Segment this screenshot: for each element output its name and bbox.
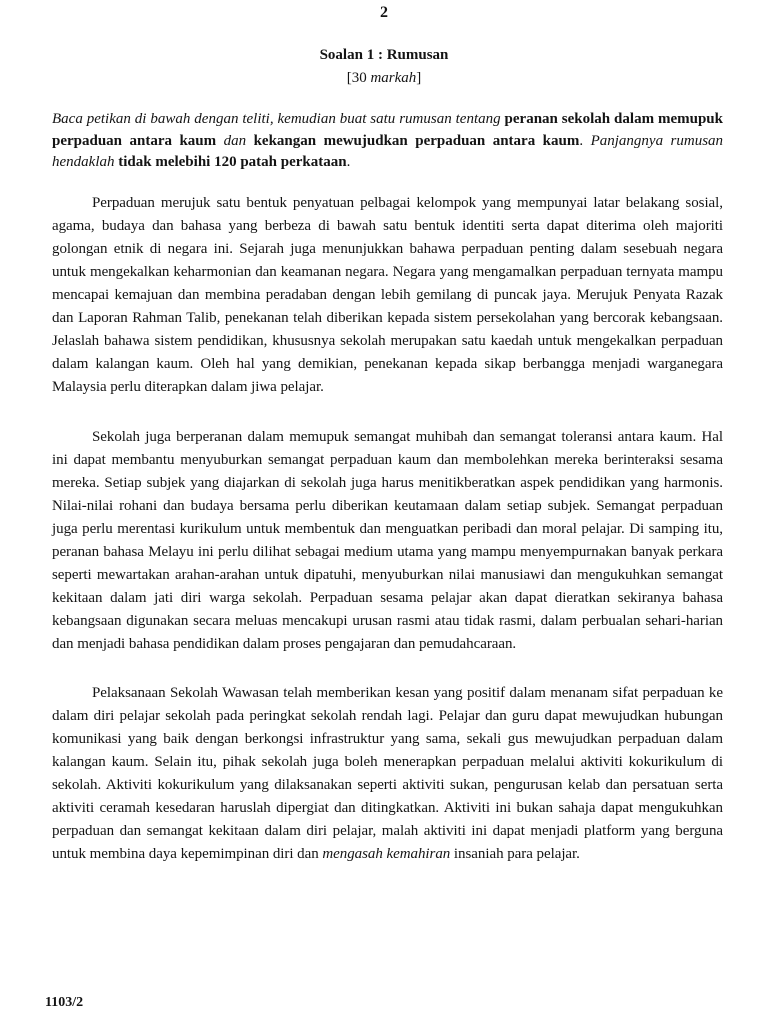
instruction-text-3: . bbox=[579, 132, 591, 149]
marks-open: [30 bbox=[346, 70, 371, 86]
instruction-text-5: . bbox=[346, 154, 351, 170]
page-number: 2 bbox=[380, 4, 388, 21]
passage-paragraph-3-main: Pelaksanaan Sekolah Wawasan telah memberikan kesan yang positif dalam menanam sifat perpaduan ke dalam diri pelajar sekolah pada peringkat sekolah rendah lagi. Pelajar dan guru dapat mewujudkan hubungan komunikasi yang baik dengan berkongsi infrastruktur yang sama, sekali gus mewujudkan perpaduan dalam kalangan kaum. Selain itu, pihak sekolah juga boleh menerapkan perpaduan melalui aktiviti kokurikulum di sekolah. Aktiviti kokurikulum yang dilaksanakan seperti aktiviti sukan, pengurusan kelab dan persatuan serta aktiviti ceramah kesedaran haruslah dipergiat dan ditingkatkan. Aktiviti ini bukan sahaja dapat mengukuhkan perpaduan dan semangat kekitaan dalam diri pelajar, malah aktiviti ini dapat menjadi platform yang berguna untuk membina daya kepemimpinan diri dan bbox=[52, 685, 723, 862]
instruction-paragraph bbox=[52, 109, 723, 174]
instruction-text-4: Panjangnya rumusan hendaklah bbox=[52, 132, 724, 170]
marks-close: ] bbox=[416, 70, 422, 86]
instruction-text-1: Baca petikan di bawah dengan teliti, kemudian buat satu rumusan tentang bbox=[52, 111, 505, 127]
passage-paragraph-3-italic: mengasah kemahiran bbox=[322, 846, 451, 862]
marks-word: markah bbox=[370, 70, 417, 86]
paper-code: 1103/2 bbox=[45, 995, 84, 1010]
question-title: Soalan 1 : Rumusan bbox=[319, 47, 449, 63]
instruction-topic-2: kekangan mewujudkan perpaduan antara kaum bbox=[253, 132, 580, 149]
passage-paragraph-3 bbox=[52, 682, 723, 866]
instruction-word-limit: tidak melebihi 120 patah perkataan bbox=[118, 154, 347, 170]
passage-paragraph-3-end: insaniah para pelajar. bbox=[450, 846, 580, 862]
instruction-text-2: dan bbox=[216, 132, 254, 149]
question-marks bbox=[0, 70, 768, 87]
passage-paragraph-2: Sekolah juga berperanan dalam memupuk semangat muhibah dan semangat toleransi antara kaum. Hal ini dapat membantu menyuburkan semangat perpaduan kaum dan membolehkan mereka berinteraksi sesama mereka. Setiap subjek yang diajarkan di sekolah juga harus menitikberatkan aspek pendidikan yang harmonis. Nilai-nilai rohani dan budaya bersama perlu diberikan keutamaan dalam setiap subjek. Semangat perpaduan juga perlu merentasi kurikulum untuk membentuk dan menguatkan peribadi dan moral pelajar. Di samping itu, peranan bahasa Melayu ini perlu dilihat sebagai medium utama yang mampu menyempurnakan banyak perkara seperti mewartakan arahan-arahan untuk dipatuhi, menyuburkan nilai manusiawi dan mengukuhkan semangat kekitaan dalam jati diri warga sekolah. Perpaduan sesama pelajar akan dapat dieratkan sekiranya bahasa kebangsaan digunakan secara meluas mencakupi urusan rasmi atau tidak rasmi, dalam perbualan sehari-harian dan menjadi bahasa pendidikan dalam proses pengajaran dan pemudahcaraan. bbox=[52, 429, 723, 652]
passage-paragraph-1: Perpaduan merujuk satu bentuk penyatuan pelbagai kelompok yang mempunyai latar belakang sosial, agama, budaya dan bahasa yang berbeza di bawah satu bentuk identiti serta dapat diterima oleh majoriti golongan etnik di negara ini. Sejarah juga menunjukkan bahawa perpaduan penting dalam sesebuah negara untuk mengekalkan keharmonian dan keamanan negara. Negara yang mengamalkan perpaduan ternyata mampu mencapai kemajuan dan membina peradaban dengan lebih gemilang di puncak jaya. Merujuk Penyata Razak dan Laporan Rahman Talib, penekanan telah diberikan kepada sistem persekolahan yang bercorak kebangsaan. Jelaslah bahawa sistem pendidikan, khususnya sekolah merupakan satu kaedah untuk mengekalkan perpaduan dalam kalangan kaum. Oleh hal yang demikian, penekanan kepada sikap berbangga menjadi warganegara Malaysia perlu diterapkan dalam jiwa pelajar. bbox=[52, 195, 723, 395]
instruction-topic-1: peranan sekolah dalam memupuk perpaduan antara kaum bbox=[52, 111, 723, 149]
